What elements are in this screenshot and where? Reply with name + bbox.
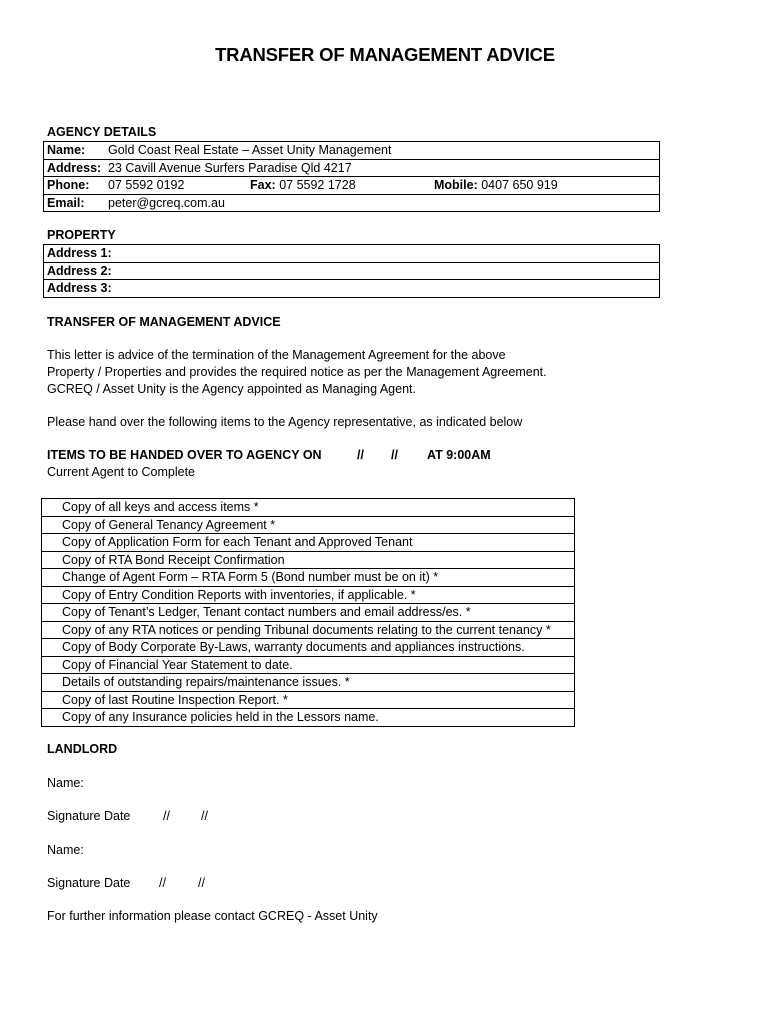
landlord-signature-2 — [47, 875, 247, 892]
agency-address-label: Address: — [47, 160, 102, 175]
handover-item: Copy of Financial Year Statement to date. — [42, 656, 575, 674]
handover-item-row — [42, 621, 575, 639]
handover-item-row — [42, 569, 575, 587]
agency-name-label: Name: — [47, 143, 86, 158]
items-time: AT 9:00AM — [427, 448, 491, 462]
agency-heading: AGENCY DETAILS — [47, 125, 157, 139]
items-heading: ITEMS TO BE HANDED OVER TO AGENCY ON — [47, 448, 322, 462]
agency-phone-row — [44, 177, 660, 195]
advice-line-1: This letter is advice of the termination of the Management Agreement for the above — [47, 348, 506, 362]
agency-fax-value: 07 5592 1728 — [279, 178, 356, 193]
handover-item-row — [42, 656, 575, 674]
advice-paragraph — [47, 347, 547, 399]
handover-item: Copy of last Routine Inspection Report. * — [42, 691, 575, 709]
handover-item-row — [42, 604, 575, 622]
handover-item: Details of outstanding repairs/maintenance issues. * — [42, 674, 575, 692]
landlord-heading: LANDLORD — [47, 742, 118, 756]
handover-item: Copy of any RTA notices or pending Tribunal documents relating to the current tenancy * — [42, 621, 575, 639]
contact-information: For further information please contact GCREQ - Asset Unity — [47, 909, 378, 923]
handover-item-row — [42, 551, 575, 569]
handover-items-table — [41, 498, 575, 727]
agency-name-value: Gold Coast Real Estate – Asset Unity Management — [108, 143, 392, 158]
items-date-separator-2: // — [391, 448, 398, 462]
agency-phone-value: 07 5592 0192 — [108, 178, 185, 193]
handover-item-row — [42, 499, 575, 517]
signature-date-2-label: Signature Date — [47, 876, 131, 890]
handover-item: Copy of General Tenancy Agreement * — [42, 516, 575, 534]
items-heading-line — [47, 448, 507, 462]
property-address3-label: Address 3: — [47, 281, 112, 296]
handover-instruction: Please hand over the following items to the Agency representative, as indicated below — [47, 415, 523, 429]
handover-item-row — [42, 709, 575, 727]
landlord-name-1-label: Name: — [47, 776, 84, 790]
handover-item: Copy of all keys and access items * — [42, 499, 575, 517]
advice-line-3: GCREQ / Asset Unity is the Agency appointed as Managing Agent. — [47, 382, 416, 397]
handover-item-row — [42, 674, 575, 692]
property-address1-label: Address 1: — [47, 246, 112, 261]
handover-item: Copy of any Insurance policies held in the Lessors name. — [42, 709, 575, 727]
property-address3-row — [44, 280, 660, 298]
landlord-name-2-label: Name: — [47, 843, 84, 857]
agency-email-value: peter@gcreq.com.au — [108, 195, 225, 210]
handover-item-row — [42, 639, 575, 657]
property-heading: PROPERTY — [47, 228, 116, 242]
items-date-separator-1: // — [357, 448, 364, 462]
handover-item-row — [42, 534, 575, 552]
property-address2-row — [44, 262, 660, 280]
landlord-signature-1 — [47, 808, 247, 825]
agency-fax-label: Fax: — [250, 178, 276, 193]
signature-date-1-separator-1: // — [163, 809, 170, 823]
handover-item-row — [42, 516, 575, 534]
property-address2-label: Address 2: — [47, 263, 112, 278]
signature-date-1-label: Signature Date — [47, 809, 131, 823]
handover-item: Copy of Entry Condition Reports with inventories, if applicable. * — [42, 586, 575, 604]
handover-item: Copy of Application Form for each Tenant and Approved Tenant — [42, 534, 575, 552]
signature-date-2-separator-1: // — [159, 876, 166, 890]
handover-item: Copy of RTA Bond Receipt Confirmation — [42, 551, 575, 569]
agency-name-row — [44, 142, 660, 160]
items-subheading: Current Agent to Complete — [47, 465, 195, 479]
property-table — [43, 244, 660, 298]
signature-date-1-separator-2: // — [201, 809, 208, 823]
agency-mobile-label: Mobile: — [434, 178, 478, 193]
property-address1-row — [44, 245, 660, 263]
agency-address-row — [44, 159, 660, 177]
signature-date-2-separator-2: // — [198, 876, 205, 890]
handover-item: Copy of Tenant’s Ledger, Tenant contact numbers and email address/es. * — [42, 604, 575, 622]
handover-item: Change of Agent Form – RTA Form 5 (Bond number must be on it) * — [42, 569, 575, 587]
agency-email-row — [44, 194, 660, 212]
advice-heading: TRANSFER OF MANAGEMENT ADVICE — [47, 315, 281, 329]
agency-email-label: Email: — [47, 195, 85, 210]
page-title: TRANSFER OF MANAGEMENT ADVICE — [215, 44, 555, 65]
agency-phone-label: Phone: — [47, 178, 90, 193]
agency-address-value: 23 Cavill Avenue Surfers Paradise Qld 4217 — [108, 160, 352, 175]
agency-mobile-value: 0407 650 919 — [481, 178, 558, 193]
advice-line-2: Property / Properties and provides the required notice as per the Management Agreement. — [47, 365, 547, 380]
agency-details-table — [43, 141, 660, 212]
handover-item: Copy of Body Corporate By-Laws, warranty documents and appliances instructions. — [42, 639, 575, 657]
handover-item-row — [42, 691, 575, 709]
handover-item-row — [42, 586, 575, 604]
